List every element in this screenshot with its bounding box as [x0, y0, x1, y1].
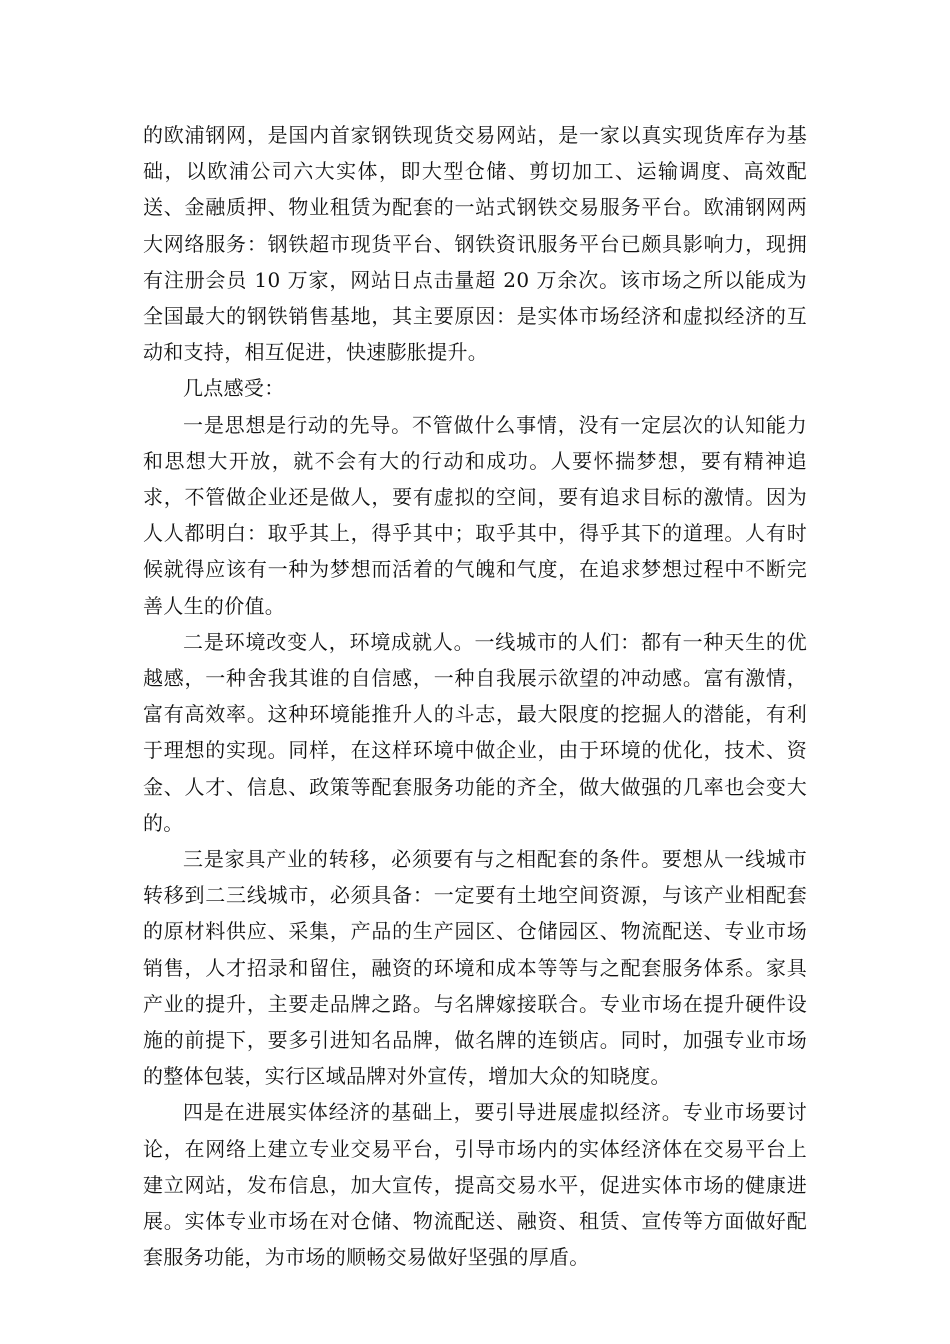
- paragraph-impressions-heading: 几点感受：: [183, 376, 285, 401]
- paragraph-steel-market-intro: 的欧浦钢网，是国内首家钢铁现货交易网站，是一家以真实现货库存为基础，以欧浦公司六大实体，即大型仓储、剪切加工、运输调度、高效配送、金融质押、物业租赁为配套的一站式钢铁交易服务平台。欧浦钢网两大网络服务：钢铁超市现货平台、钢铁资讯服务平台已颇具影响力，现拥有注册会员 10 万家，网站日点击量超 20 万余次。该市场之所以能成为全国最大的钢铁销售基地，其主要原因：是实体市场经济和虚拟经济的互动和支持，相互促进，快速膨胀提升。: [143, 123, 807, 365]
- paragraph-point-two: 二是环境改变人，环境成就人。一线城市的人们：都有一种天生的优越感，一种舍我其谁的自信感，一种自我展示欲望的冲动感。富有激情，富有高效率。这种环境能推升人的斗志，最大限度的挖掘人的潜能，有利于理想的实现。同样，在这样环境中做企业，由于环境的优化，技术、资金、人才、信息、政策等配套服务功能的齐全，做大做强的几率也会变大的。: [143, 629, 807, 835]
- paragraph-point-three: 三是家具产业的转移，必须要有与之相配套的条件。要想从一线城市转移到二三线城市，必须具备：一定要有土地空间资源，与该产业相配套的原材料供应、采集，产品的生产园区、仓储园区、物流配送、专业市场销售，人才招录和留住，融资的环境和成本等等与之配套服务体系。家具产业的提升，主要走品牌之路。与名牌嫁接联合。专业市场在提升硬件设施的前提下，要多引进知名品牌，做名牌的连锁店。同时，加强专业市场的整体包装，实行区域品牌对外宣传，增加大众的知晓度。: [143, 847, 807, 1089]
- paragraph-point-one: 一是思想是行动的先导。不管做什么事情，没有一定层次的认知能力和思想大开放，就不会有大的行动和成功。人要怀揣梦想，要有精神追求，不管做企业还是做人，要有虚拟的空间，要有追求目标的激情。因为人人都明白：取乎其上，得乎其中；取乎其中，得乎其下的道理。人有时候就得应该有一种为梦想而活着的气魄和气度，在追求梦想过程中不断完善人生的价值。: [143, 412, 807, 618]
- paragraph-point-four: 四是在进展实体经济的基础上，要引导进展虚拟经济。专业市场要讨论，在网络上建立专业交易平台，引导市场内的实体经济体在交易平台上建立网站，发布信息，加大宣传，提高交易水平，促进实体市场的健康进展。实体专业市场在对仓储、物流配送、融资、租赁、宣传等方面做好配套服务功能，为市场的顺畅交易做好坚强的厚盾。: [143, 1100, 807, 1270]
- document-body: [143, 117, 807, 1276]
